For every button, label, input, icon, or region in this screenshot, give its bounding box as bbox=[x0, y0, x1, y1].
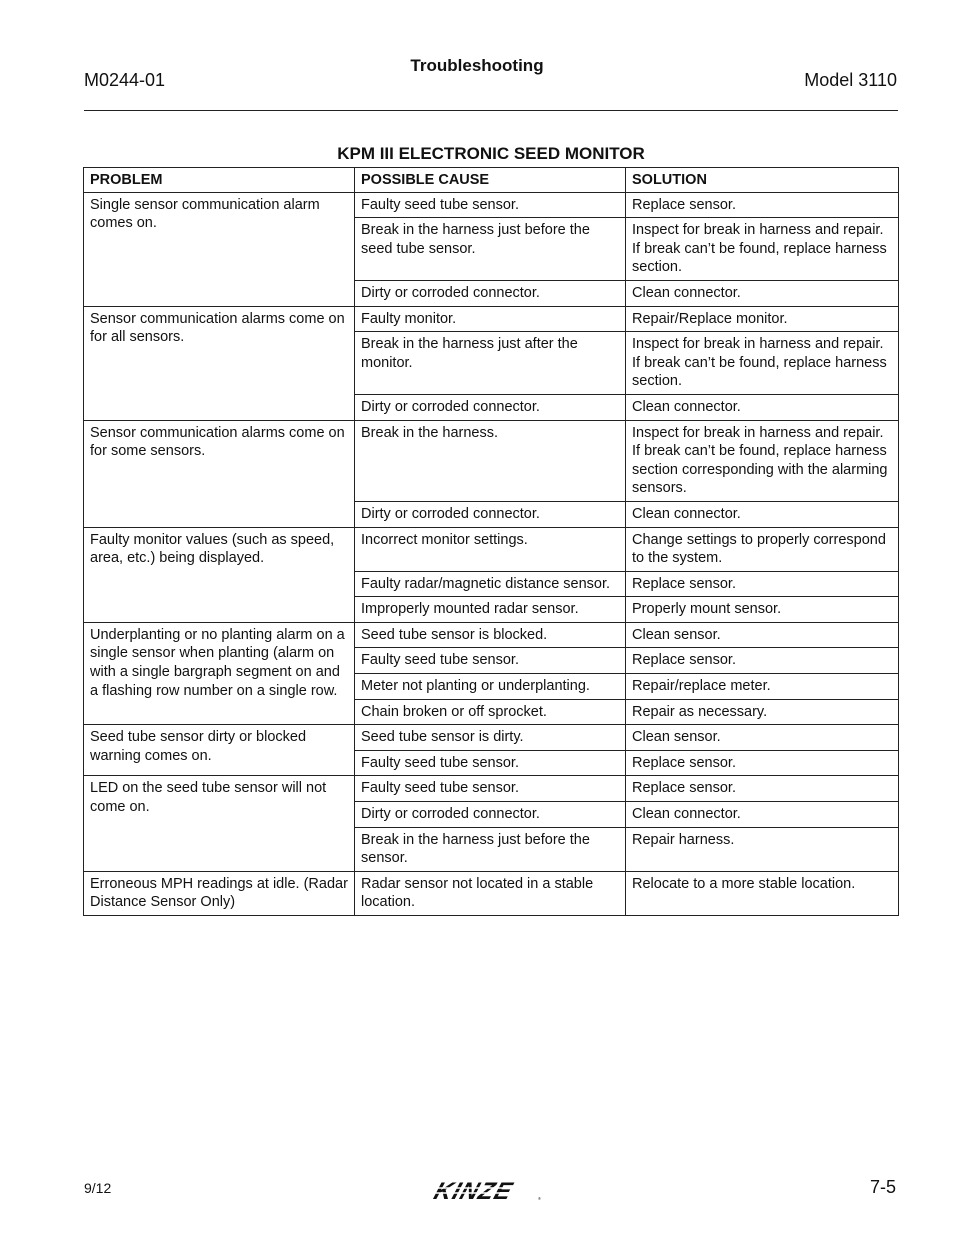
problem-cell: Single sensor communication alarm comes on. bbox=[84, 192, 355, 306]
section-title: Troubleshooting bbox=[410, 56, 544, 75]
cause-cell: Break in the harness just after the monitor. bbox=[355, 332, 626, 395]
solution-cell: Clean connector. bbox=[626, 501, 899, 527]
svg-text:KINZE: KINZE bbox=[430, 1178, 517, 1205]
problem-cell: Seed tube sensor dirty or blocked warning comes on. bbox=[84, 725, 355, 776]
cause-cell: Improperly mounted radar sensor. bbox=[355, 597, 626, 623]
cause-cell: Faulty seed tube sensor. bbox=[355, 776, 626, 802]
solution-cell: Repair/Replace monitor. bbox=[626, 306, 899, 332]
solution-cell: Replace sensor. bbox=[626, 750, 899, 776]
solution-cell: Replace sensor. bbox=[626, 571, 899, 597]
solution-cell: Clean connector. bbox=[626, 802, 899, 828]
cause-cell: Dirty or corroded connector. bbox=[355, 280, 626, 306]
solution-cell: Replace sensor. bbox=[626, 192, 899, 218]
solution-cell: Change settings to properly correspond to the system. bbox=[626, 527, 899, 571]
solution-cell: Repair harness. bbox=[626, 827, 899, 871]
solution-cell: Clean connector. bbox=[626, 280, 899, 306]
solution-cell: Inspect for break in harness and repair. If break can’t be found, replace harness section. bbox=[626, 218, 899, 281]
problem-cell: Sensor communication alarms come on for some sensors. bbox=[84, 420, 355, 527]
model-label: Model 3110 bbox=[804, 70, 897, 90]
header-solution: SOLUTION bbox=[626, 168, 899, 193]
solution-cell: Properly mount sensor. bbox=[626, 597, 899, 623]
problem-cell: Faulty monitor values (such as speed, area, etc.) being displayed. bbox=[84, 527, 355, 622]
table-row bbox=[84, 527, 899, 571]
solution-cell: Repair/replace meter. bbox=[626, 674, 899, 700]
solution-cell: Replace sensor. bbox=[626, 648, 899, 674]
problem-cell: Erroneous MPH readings at idle. (Radar Distance Sensor Only) bbox=[84, 871, 355, 915]
cause-cell: Seed tube sensor is dirty. bbox=[355, 725, 626, 751]
header-possible-cause: POSSIBLE CAUSE bbox=[355, 168, 626, 193]
revision-date: 9/12 bbox=[84, 1180, 112, 1196]
cause-cell: Dirty or corroded connector. bbox=[355, 394, 626, 420]
cause-cell: Meter not planting or underplanting. bbox=[355, 674, 626, 700]
table-row bbox=[84, 725, 899, 751]
solution-cell: Clean sensor. bbox=[626, 725, 899, 751]
document-number: M0244-01 bbox=[84, 70, 166, 90]
troubleshooting-table bbox=[83, 167, 899, 916]
table-row bbox=[84, 306, 899, 332]
table-body bbox=[84, 192, 899, 915]
header-problem: PROBLEM bbox=[84, 168, 355, 193]
kinze-logo bbox=[430, 1176, 550, 1206]
solution-cell: Clean sensor. bbox=[626, 622, 899, 648]
cause-cell: Break in the harness. bbox=[355, 420, 626, 501]
cause-cell: Faulty seed tube sensor. bbox=[355, 750, 626, 776]
cause-cell: Break in the harness just before the sensor. bbox=[355, 827, 626, 871]
solution-cell: Relocate to a more stable location. bbox=[626, 871, 899, 915]
svg-text:®: ® bbox=[538, 1196, 541, 1201]
cause-cell: Faulty seed tube sensor. bbox=[355, 648, 626, 674]
table-row bbox=[84, 776, 899, 802]
cause-cell: Chain broken or off sprocket. bbox=[355, 699, 626, 725]
cause-cell: Radar sensor not located in a stable location. bbox=[355, 871, 626, 915]
table-title: KPM III ELECTRONIC SEED MONITOR bbox=[337, 144, 645, 163]
page-number: 7-5 bbox=[869, 1177, 896, 1197]
solution-cell: Inspect for break in harness and repair. If break can’t be found, replace harness section. bbox=[626, 332, 899, 395]
header-rule bbox=[84, 110, 898, 111]
solution-cell: Inspect for break in harness and repair. If break can’t be found, replace harness section corresponding with the alarming sensors. bbox=[626, 420, 899, 501]
table-row bbox=[84, 192, 899, 218]
cause-cell: Seed tube sensor is blocked. bbox=[355, 622, 626, 648]
table-row bbox=[84, 622, 899, 648]
problem-cell: Sensor communication alarms come on for all sensors. bbox=[84, 306, 355, 420]
problem-cell: LED on the seed tube sensor will not come on. bbox=[84, 776, 355, 871]
problem-cell: Underplanting or no planting alarm on a single sensor when planting (alarm on with a single bargraph segment on and a flashing row number on a single row. bbox=[84, 622, 355, 724]
cause-cell: Faulty monitor. bbox=[355, 306, 626, 332]
cause-cell: Dirty or corroded connector. bbox=[355, 802, 626, 828]
cause-cell: Break in the harness just before the seed tube sensor. bbox=[355, 218, 626, 281]
table-header-row bbox=[84, 168, 899, 193]
solution-cell: Repair as necessary. bbox=[626, 699, 899, 725]
solution-cell: Replace sensor. bbox=[626, 776, 899, 802]
cause-cell: Dirty or corroded connector. bbox=[355, 501, 626, 527]
solution-cell: Clean connector. bbox=[626, 394, 899, 420]
cause-cell: Faulty seed tube sensor. bbox=[355, 192, 626, 218]
table-row bbox=[84, 420, 899, 501]
cause-cell: Incorrect monitor settings. bbox=[355, 527, 626, 571]
table-row bbox=[84, 871, 899, 915]
cause-cell: Faulty radar/magnetic distance sensor. bbox=[355, 571, 626, 597]
